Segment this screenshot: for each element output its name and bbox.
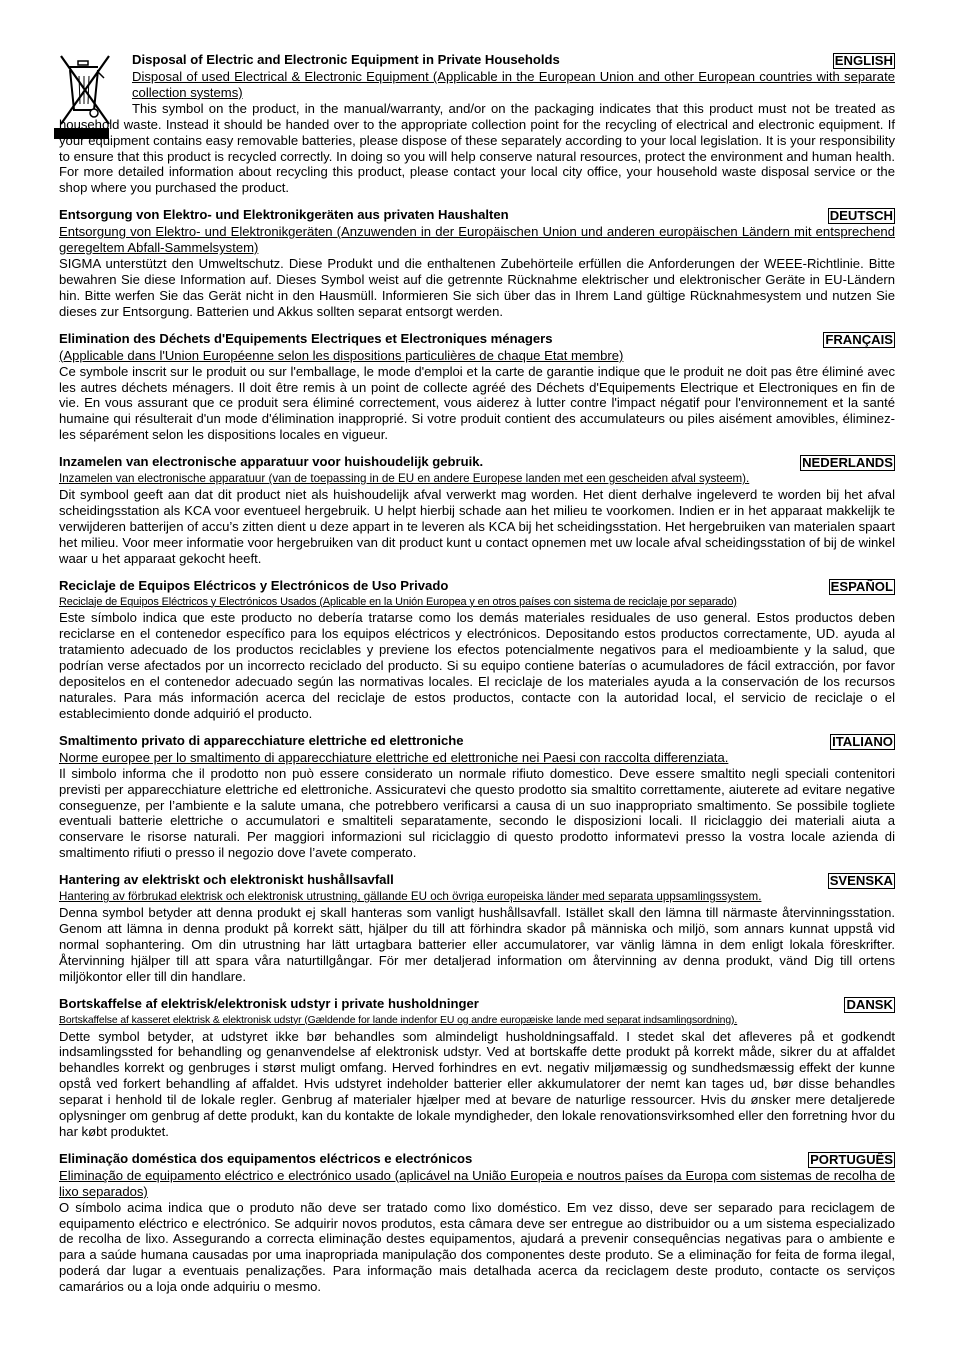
section-header [59,872,895,889]
section-title: Disposal of Electric and Electronic Equipment in Private Households [132,52,560,67]
section-subtitle: Entsorgung von Elektro- und Elektronikgeräten (Anzuwenden in der Europäischen Union und anderen europäischen Ländern mit entsprechend geregeltem Abfall-Sammelsystem) [59,224,895,256]
section-body: O símbolo acima indica que o produto não deve ser tratado como lixo doméstico. Em vez disso, deve ser separado para reciclagem de equipamento eléctrico e electrónico. Se adquirir novos produtos, esta câmara deve ser entregue ao distribuidor ou a um sistema especializado de recolha de lixo. Assegurando a correcta eliminação destes equipamentos, ajudará a prevenir consequências negativas para o ambiente e para a saúde humana causadas por uma inapropriada manipulação dos componentes deste produto. Se a eliminação for feita de forma ilegal, poderá dar lugar a eventuais penalizações. Para informação mais detalhada acerca da reciclagem deste produto, contacte os serviços camarários ou a loja onde adquiriu o mesmo. [59,1199,895,1295]
language-label: DEUTSCH [829,208,893,224]
section-english [59,52,895,196]
section-header [59,331,895,348]
language-label: DANSK [846,996,893,1012]
section-header [59,578,895,595]
section-body-text: This symbol on the product, in the manual/warranty, and/or on the packaging indicates that this product must not be treated as household waste. Instead it should be handed over to the appropriate collection point for the recycling of electrical and electronic equipment. If your equipment contains easy removable batteries, please dispose of these separately according to your local legislation. It is your responsibility to ensure that this product is recycled correctly. In doing so you will help conserve natural resources, protect the environment and human health. For more detailed information about recycling this product, please contact your local city office, your household waste disposal service or the shop where you purchased the product. [59,100,895,196]
section-title: Hantering av elektriskt och elektroniskt hushållsavfall [59,872,394,888]
section-title: Eliminação doméstica dos equipamentos eléctricos e electrónicos [59,1150,473,1166]
section-body: Denna symbol betyder att denna produkt ej skall hanteras som vanligt hushållsavfall. Istället skall den lämna till närmaste återvinningsstation. Genom att lämna in denna produkt på korrekt sätt, hjälper du till att förhindra skador på människa och miljö, som annars kunnat uppstå vid normal sophantering. Om din utrustning har lätt urtagbara batterier eller accumulatorer, var vänlig lämna in dem enligt lokala föreskrifter. Återvinning hjälper till att spara våra naturtillgångar. För mer detaljerad information om återvinning av denna produkt, vänd Dig till ortens miljökontor eller till din handlare. [59,905,895,984]
section-title: Bortskaffelse af elektrisk/elektronisk udstyr i private husholdninger [59,995,479,1011]
section-subtitle: Eliminação de equipamento eléctrico e electrónico usado (aplicável na União Europeia e noutros países da Europa com sistemas de recolha de lixo separados) [59,1167,895,1199]
section-header [59,454,895,471]
section-body: Dit symbool geeft aan dat dit product niet als huishoudelijk afval verwerkt mag worden. Het dient derhalve ingeleverd te worden bij het afval scheidingsstation als KCA voor eventueel hergebruik. U helpt hierbij schade aan het milieu te voorkomen. Indien er in het apparaat makkelijk te verwijderen batterijen of accu’s zitten dient u deze appart in te leveren als KCA bij het scheidingsstation. Het hergebruiken van materialen spaart het milieu. Voor meer informatie voor hergebruiken van dit product kunt u contact opnemen met uw locale afval scheidingsstation of bij de winkel waar u het apparaat gekocht heeft. [59,487,895,566]
section-subtitle: Bortskaffelse af kasseret elektrisk & elektronisk udstyr (Gældende for lande indenfor EU og andre europæiske lande med separat indsamlingsordning). [59,1014,738,1026]
section-title: Entsorgung von Elektro- und Elektronikgeräten aus privaten Haushalten [59,207,509,223]
section-subtitle: (Applicable dans l'Union Européenne selon les dispositions particulières de chaque Etat membre) [59,347,624,363]
language-label: SVENSKA [829,873,893,889]
section-deutsch [59,207,895,319]
section-header [59,207,895,224]
section-header [59,733,895,750]
section-title: Inzamelen van electronische apparatuur voor huishoudelijk gebruik. [59,454,484,470]
section-subtitle: Norme europee per lo smaltimento di apparecchiature elettriche ed elettroniche nei Paesi con raccolta differenziata. [59,749,729,765]
section-header [59,1151,895,1168]
section-francais [59,331,895,443]
section-body: Ce symbole inscrit sur le produit ou sur l'emballage, le mode d'emploi et la carte de garantie indique que le produit ne doit pas être éliminé avec les autres déchets ménagers. Il doit être remis à un point de collecte agréé des Déchets d'Equipements Electrique et Electroniques en fin de vie. En vous assurant que ce produit sera éliminé correctement, vous aiderez à lutter contre l'impact négatif pour l'environnement et la santé humaine qui résulterait d'un mode d'élimination inapproprié. Si votre produit contient des accumulateurs ou piles aisément amovibles, éliminez-les séparément selon les dispositions locales en vigueur. [59,363,895,443]
section-subtitle: Reciclaje de Equipos Eléctricos y Electrónicos Usados (Aplicable en la Unión Europea y en otros países con sistema de reciclaje por separado) [59,595,737,608]
weee-notice-page [59,52,895,1306]
section-title: Smaltimento privato di apparecchiature elettriche ed elettroniche [59,732,464,748]
section-body: SIGMA unterstützt den Umweltschutz. Diese Produkt und die enthaltenen Zubehörteile erfüllen die Anforderungen der WEEE-Richtlinie. Bitte bewahren Sie diese Information auf. Dieses Symbol weist auf die getrennte Rücknahme elektrischer und elektronischer Geräte in EU-Ländern hin. Bitte werfen Sie das Gerät nicht in den Hausmüll. Informieren Sie sich über das in Ihrem Land gültige Rücknahmesystem und nutzen Sie dieses zur Entsorgung. Batterien und Akkus sollten separat entsorgt werden. [59,256,895,319]
section-dansk [59,996,895,1140]
section-body: Dette symbol betyder, at udstyret ikke bør behandles som almindeligt husholdningsaffald. I stedet skal det afleveres på et godkendt indsamlingssted for behandling og genanvendelse af elektronisk udstyr. Ved at bortskaffe dette produkt på korrekt måde, sikrer du at affaldet behandles korrekt og genbruges i størst muligt omfang. Herved forhindres en evt. negativ miljømæssig og sundhedsmæssig effekt der kunne opstå ved forkert behandling af affaldet. Hvis udstyret indeholder batterier eller akkumulatorer der nemt kan tages ud, bør disse behandles separat i henhold til de lokale regler. Genbrug af materialer hjælper med at bevare de naturlige ressourcer. Hvis du ønsker mere detaljerede oplysninger om genbrug af dette produkt, kan du kontakte de lokale myndigheder, den lokale renovationsvirksomhed eller den forretning hvor du har købt produktet. [59,1028,895,1139]
language-label: ITALIANO [832,733,893,749]
section-subtitle: Disposal of used Electrical & Electronic Equipment (Applicable in the European Union and other European countries with separate collection systems) [132,69,895,100]
section-title: Elimination des Déchets d'Equipements Electriques et Electroniques ménagers [59,330,553,346]
section-title: Reciclaje de Equipos Eléctricos y Electrónicos de Uso Privado [59,577,449,593]
section-body: Este símbolo indica que este producto no debería tratarse como los demás materiales residuales de uso general. Estos productos deben reciclarse en el contenedor específico para los equipos eléctricos y electrónicos. Depositando estos productos correctamente, UD. ayuda al tratamiento adecuado de los productos reciclables y previene los efectos potencialmente negativos para el medioambiente y la salud, que podrían verse afectados por un incorrecto reciclado del producto. Si su equipo contiene baterías o acumuladores de fácil extracción, por favor depositelos en el contenedor adecuado según las normativas locales. El reciclaje de los materiales ayuda a la conservación de los recursos naturales. Para más información acerca del reciclaje de estos productos, contacte con la autoridad local, el servicio de reciclaje o el establecimiento donde adquirió el producto. [59,610,895,721]
language-label: FRANÇAIS [825,331,893,347]
section-nederlands [59,454,895,566]
section-svenska [59,872,895,984]
section-portugues [59,1151,895,1295]
language-label: PORTUGUÊS [810,1151,893,1167]
section-italiano [59,733,895,861]
language-label: ENGLISH [834,53,893,68]
section-espanol [59,578,895,722]
section-subtitle: Inzamelen van electronische apparatuur (van de toepassing in de EU en andere Europese landen met een gescheiden afval systeem). [59,472,750,486]
section-body: Il simbolo informa che il prodotto non può essere considerato un normale rifiuto domestico. Deve essere smaltito negli speciali contenitori previsti per apparecchiature elettriche ed elettroniche. Assicuratevi che questo prodotto sia smaltito correttamente, aiuterete ad evitare negative conseguenze, per l’ambiente e la salute umana, che potrebbero verificarsi a causa di un suo inappropriato smaltimento. Se possibile togliete eventuali batterie elettriche o accumulatori e smaltiteli separatamente, secondo le disposizioni locali. Il riciclaggio dei materiali aiuta a conservare le risorse naturali. Per maggiori informazioni sul riciclaggio di questo prodotto informatevi presso la vostra locale azienda di smaltimento rifiuti o presso il negozio dove l’avete comperato. [59,765,895,861]
section-subtitle: Hantering av förbrukad elektrisk och elektronisk utrustning, gällande EU och övriga europeiska länder med separata uppsamlingssystem. [59,890,762,904]
section-body [59,101,895,196]
section-header [59,996,895,1013]
section-header [59,52,895,69]
language-label: NEDERLANDS [802,455,893,471]
language-label: ESPAÑOL [830,578,893,594]
